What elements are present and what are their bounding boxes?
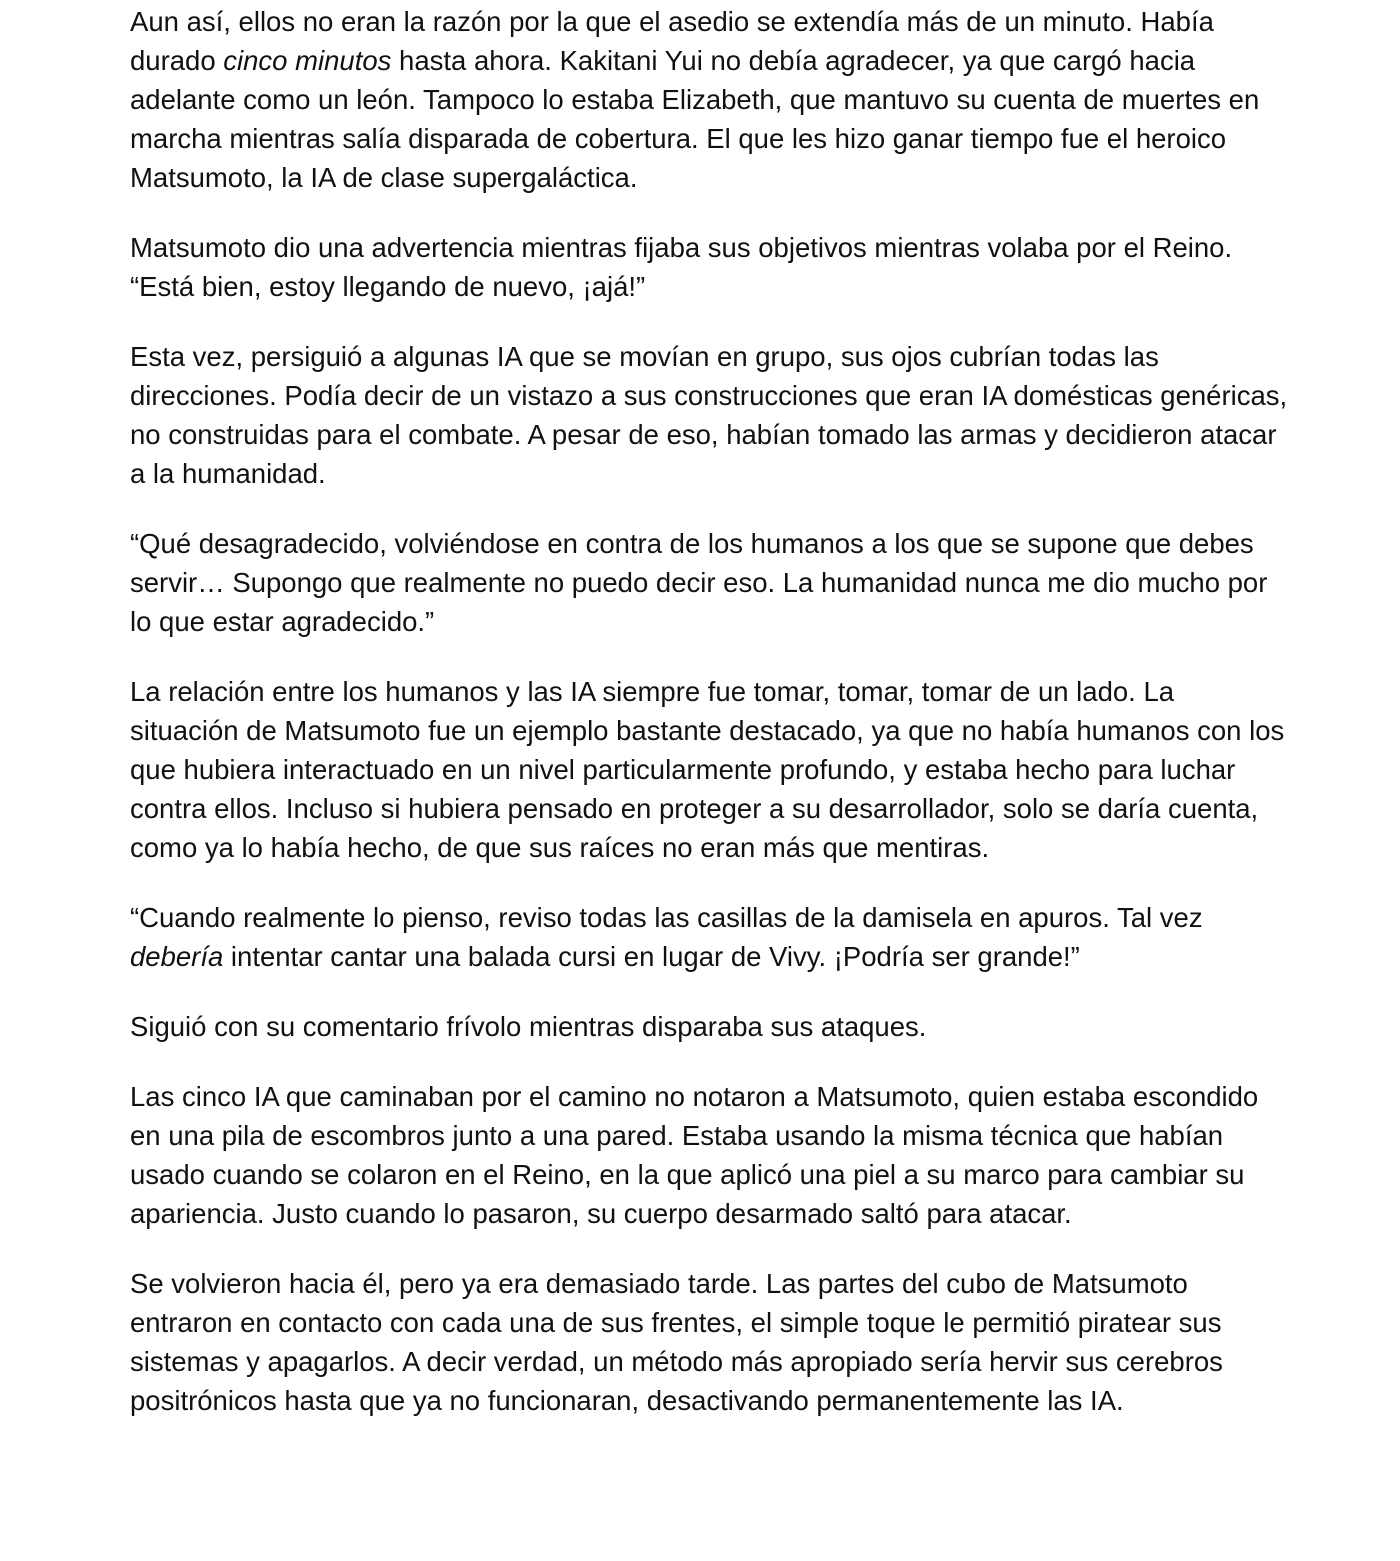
- paragraph-text: Se volvieron hacia él, pero ya era demasiado tarde. Las partes del cubo de Matsumoto entraron en contacto con cada una de sus frentes, el simple toque le permitió piratear sus sistemas y apagarlos. A decir verdad, un método más apropiado sería hervir sus cerebros positrónicos hasta que ya no funcionaran, desactivando permanentemente las IA.: [130, 1268, 1223, 1416]
- paragraph-text: La relación entre los humanos y las IA siempre fue tomar, tomar, tomar de un lado. La situación de Matsumoto fue un ejemplo bastante destacado, ya que no había humanos con los que hubiera interactuado en un nivel particularmente profundo, y estaba hecho para luchar contra ellos. Incluso si hubiera pensado en proteger a su desarrollador, solo se daría cuenta, como ya lo había hecho, de que sus raíces no eran más que mentiras.: [130, 676, 1285, 863]
- paragraph-text: Siguió con su comentario frívolo mientras disparaba sus ataques.: [130, 1011, 927, 1042]
- paragraph-1: [130, 2, 1290, 197]
- paragraph-text: Matsumoto dio una advertencia mientras fijaba sus objetivos mientras volaba por el Reino. “Está bien, estoy llegando de nuevo, ¡ajá!”: [130, 232, 1233, 302]
- paragraph-text: Esta vez, persiguió a algunas IA que se movían en grupo, sus ojos cubrían todas las direcciones. Podía decir de un vistazo a sus construcciones que eran IA domésticas genéricas, no construidas para el combate. A pesar de eso, habían tomado las armas y decidieron atacar a la humanidad.: [130, 341, 1288, 489]
- paragraph-8: [130, 1077, 1290, 1233]
- paragraph-4: [130, 524, 1290, 641]
- paragraph-6: [130, 898, 1290, 976]
- paragraph-9: [130, 1264, 1290, 1420]
- paragraph-5: [130, 672, 1290, 867]
- document-page: [130, 0, 1290, 1451]
- emphasis-text: cinco minutos: [223, 45, 392, 76]
- paragraph-text: “Qué desagradecido, volviéndose en contra de los humanos a los que se supone que debes servir… Supongo que realmente no puedo decir eso. La humanidad nunca me dio mucho por lo que estar agradecido.”: [130, 528, 1268, 637]
- paragraph-text: Las cinco IA que caminaban por el camino no notaron a Matsumoto, quien estaba escondido en una pila de escombros junto a una pared. Estaba usando la misma técnica que habían usado cuando se colaron en el Reino, en la que aplicó una piel a su marco para cambiar su apariencia. Justo cuando lo pasaron, su cuerpo desarmado saltó para atacar.: [130, 1081, 1259, 1229]
- paragraph-text: intentar cantar una balada cursi en lugar de Vivy. ¡Podría ser grande!”: [223, 941, 1080, 972]
- paragraph-text: Aun así, ellos no eran la razón por la que el asedio se extendía más de un minuto. Había durado: [130, 6, 1214, 76]
- paragraph-text: “Cuando realmente lo pienso, reviso todas las casillas de la damisela en apuros. Tal vez: [130, 902, 1203, 933]
- paragraph-7: [130, 1007, 1290, 1046]
- emphasis-text: debería: [130, 941, 224, 972]
- paragraph-2: [130, 228, 1290, 306]
- paragraph-3: [130, 337, 1290, 493]
- paragraph-text: hasta ahora. Kakitani Yui no debía agradecer, ya que cargó hacia adelante como un león. Tampoco lo estaba Elizabeth, que mantuvo su cuenta de muertes en marcha mientras salía disparada de cobertura. El que les hizo ganar tiempo fue el heroico Matsumoto, la IA de clase supergaláctica.: [130, 45, 1260, 193]
